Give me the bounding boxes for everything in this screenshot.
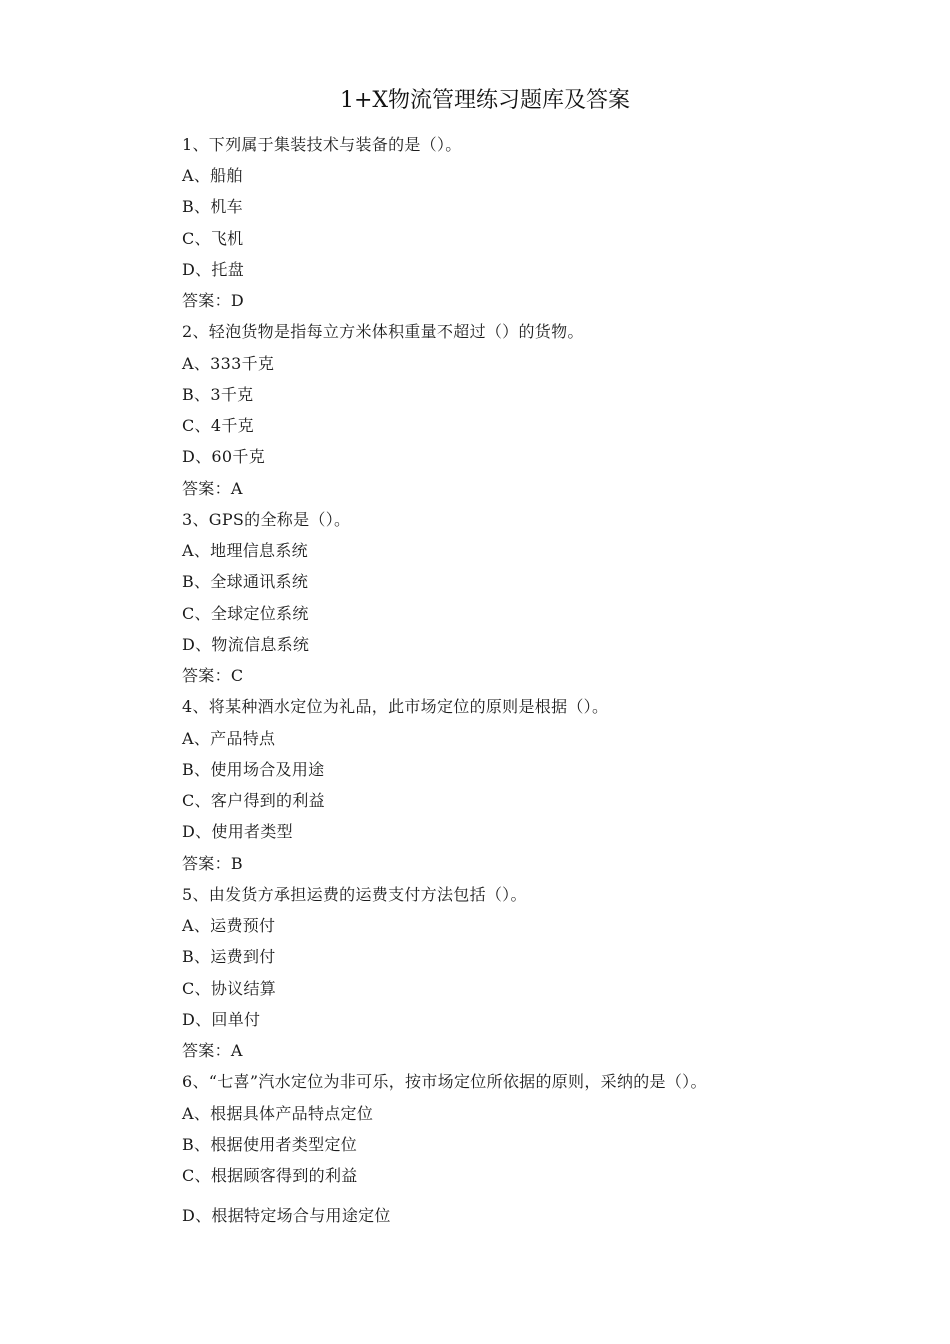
question-4-option-d: D、使用者类型 [182, 822, 293, 841]
question-3-stem: 3、GPS的全称是（）。 [182, 510, 351, 529]
question-5-option-c: C、协议结算 [182, 979, 277, 998]
question-6-stem: 6、“七喜”汽水定位为非可乐，按市场定位所依据的原则，采纳的是（）。 [182, 1072, 707, 1091]
question-3-answer: 答案：C [182, 666, 244, 685]
question-4-option-b: B、使用场合及用途 [182, 760, 325, 779]
question-4-answer: 答案：B [182, 854, 243, 873]
question-1-option-d: D、托盘 [182, 260, 245, 279]
question-1-answer: 答案：D [182, 291, 245, 310]
question-1-stem: 1、下列属于集装技术与装备的是（）。 [182, 135, 462, 154]
question-6-option-c: C、根据顾客得到的利益 [182, 1166, 358, 1185]
question-2-option-a: A、333千克 [182, 354, 275, 373]
question-6-option-b: B、根据使用者类型定位 [182, 1135, 358, 1154]
question-3-option-a: A、地理信息系统 [182, 541, 308, 560]
question-3-option-b: B、全球通讯系统 [182, 572, 309, 591]
question-2-option-b: B、3千克 [182, 385, 254, 404]
question-5-stem: 5、由发货方承担运费的运费支付方法包括（）。 [182, 885, 527, 904]
question-2-option-c: C、4千克 [182, 416, 254, 435]
question-6-option-a: A、根据具体产品特点定位 [182, 1104, 374, 1123]
question-2-option-d: D、60千克 [182, 447, 265, 466]
question-4-option-c: C、客户得到的利益 [182, 791, 325, 810]
question-1-option-c: C、飞机 [182, 229, 244, 248]
question-6-option-d: D、根据特定场合与用途定位 [182, 1206, 391, 1225]
question-1-option-a: A、船舶 [182, 166, 243, 185]
question-5-option-a: A、运费预付 [182, 916, 276, 935]
question-2-answer: 答案：A [182, 479, 243, 498]
question-5-answer: 答案：A [182, 1041, 243, 1060]
question-5-option-b: B、运费到付 [182, 947, 276, 966]
question-4-option-a: A、产品特点 [182, 729, 276, 748]
question-3-option-c: C、全球定位系统 [182, 604, 309, 623]
question-2-stem: 2、轻泡货物是指每立方米体积重量不超过（）的货物。 [182, 322, 584, 341]
question-4-stem: 4、将某种酒水定位为礼品，此市场定位的原则是根据（）。 [182, 697, 609, 716]
question-5-option-d: D、回单付 [182, 1010, 261, 1029]
question-3-option-d: D、物流信息系统 [182, 635, 310, 654]
page-title: 1+X物流管理练习题库及答案 [339, 88, 631, 113]
question-1-option-b: B、机车 [182, 197, 243, 216]
